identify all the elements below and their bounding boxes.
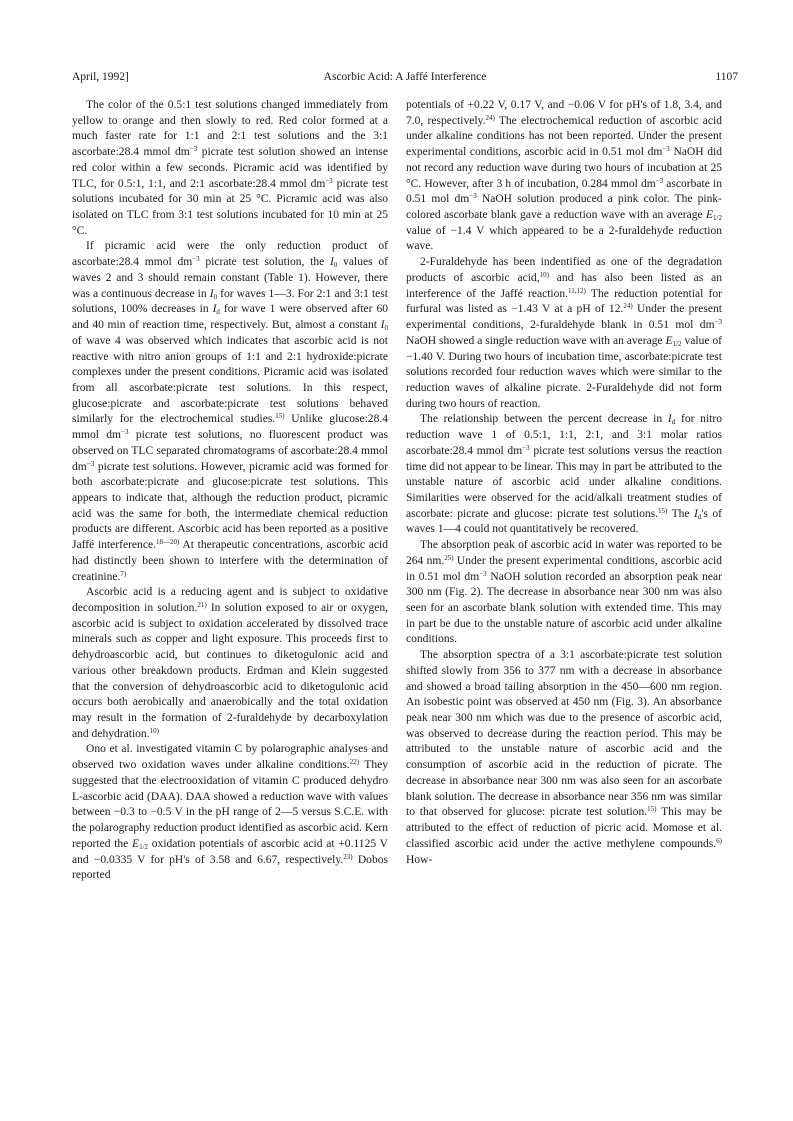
paragraph-absorption-spectra: The absorption spectra of a 3:1 ascorbate:picrate test solution shifted slowly from 356 to 377 nm with a decrease in absorbance and showed a broad tailing absorption in the 450—600 nm region. An isobestic point was observed at 450 nm (Fig. 3). An absorbance peak near 300 nm which was due to the presence of ascorbic acid, was observed to decrease during the reaction period. This may be attributed to the unstable nature of ascorbic acid and the consumption of ascorbic acid in the reduction of picrate. The decrease in absorbance near 300 nm was also seen for an ascorbate blank solution. The decrease in absorbance near 356 nm was similar to that observed for glucose: picrate test solution.$^{15)}$ This may be attributed to the effect of reduction of picric acid. Momose et al. classified ascorbic acid under the active methylene compounds.$^{6)}$ How-	[406, 649, 722, 866]
paragraph-polarographic-analyses: Ono et al. investigated vitamin C by polarographic analyses and observed two oxidation waves under alkaline conditions.$^{22)}$ They suggested that the electrooxidation of vitamin C produced dehydro L-ascorbic acid (DAA). DAA showed a reduction wave with values between −0.3 to −0.5 V in the pH range of 2—5 versus S.C.E. with the polarography reduction product identified as ascorbic acid. Kern reported the $E_{1/2}$ oxidation potentials of ascorbic acid at +0.1125 V and −0.0335 V for pH's of 3.58 and 6.67, respectively.$^{23)}$ Dobos reported	[72, 743, 388, 882]
paragraph-furaldehyde: 2-Furaldehyde has been indentified as one of the degradation products of ascorbic acid,$^{10)}$ and has also been listed as an interference of the Jaffé reaction.$^{11,12)}$ The reduction potential for furfural was listed as −1.43 V at a pH of 12.$^{24)}$ Under the present experimental conditions, 2-furaldehyde blank in 0.51 mol $dm^{-3}$ NaOH showed a single reduction wave with an average $E_{1/2}$ value of −1.40 V. During two hours of incubation time, ascorbate:picrate test solutions recorded four reduction waves which were similar to the reduction waves of alkaline picrate. 2-Furaldehyde did not form during two hours of reaction.	[406, 256, 723, 410]
paragraph-oxidation-potentials: potentials of +0.22 V, 0.17 V, and −0.06 V for pH's of 1.8, 3.4, and 7.0, respectively.$^{24)}$ The electrochemical reduction of ascorbic acid under alkaline conditions has not been reported. Under the present experimental conditions, ascorbic acid in 0.51 mol $dm^{-3}$ NaOH did not record any reduction wave during two hours of incubation at 25 °C. However, after 3 h of incubation, 0.284 mmol $dm^{-3}$ ascorbate in 0.51 mol $dm^{-3}$ NaOH solution produced a pink color. The pink-colored ascorbate blank gave a reduction wave with an average $E_{1/2}$ value of −1.4 V which appeared to be a 2-furaldehyde reduction wave.	[406, 99, 723, 253]
left-column	[72, 98, 388, 884]
paragraph-percent-decrease: The relationship between the percent decrease in $I_d$ for nitro reduction wave 1 of 0.5:1, 1:1, 2:1, and 3:1 molar ratios ascorbate:28.4 mmol $dm^{-3}$ picrate test solutions versus the reaction time did not appear to be linear. This may in part be attributed to the unstable nature of ascorbic acid under alkaline conditions. Similarities were observed for the acid/alkali treatment studies of ascorbate: picrate and glucose: picrate test solutions.$^{15)}$ The $I_d's$ of waves 1—4 could not quantitatively be recovered.	[406, 413, 723, 536]
header-date: April, 1992]	[72, 71, 129, 83]
paragraph-absorption-peak: The absorption peak of ascorbic acid in water was reported to be 264 nm.$^{25)}$ Under the present experimental conditions, ascorbic acid in 0.51 mol $dm^{-3}$ NaOH solution recorded an absorption peak near 300 nm (Fig. 2). The decrease in absorbance near 300 nm was also seen for an ascorbate blank solution with extended time. This may in part be due to the unstable nature of ascorbic acid under alkaline conditions.	[406, 539, 722, 646]
paragraph-oxidative-decomposition: Ascorbic acid is a reducing agent and is subject to oxidative decomposition in solution.$^{21)}$ In solution exposed to air or oxygen, ascorbic acid is subject to oxidation accelerated by dissolved trace minerals such as copper and light exposure. This proceeds first to dehydroascorbic acid, but continues to diketogulonic acid and various other breakdown products. Erdman and Klein suggested that the conversion of dehydroascorbic acid to diketogulonic acid occurs both aerobically and anaerobically and the total oxidation may result in the formation of 2-furaldehyde by decarboxylation and dehydration.$^{10)}$	[72, 586, 388, 740]
running-header	[72, 71, 738, 87]
paragraph-picramic-acid: If picramic acid were the only reduction product of ascorbate:28.4 mmol $dm^{-3}$ picrate test solution, the $I_0$ values of waves 2 and 3 should remain constant (Table 1). However, there was a continuous decrease in $I_0$ for waves 1—3. For 2:1 and 3:1 test solutions, 100% decreases in $I_d$ for wave 1 were observed after 60 and 40 min of reaction time, respectively. But, almost a constant $I_0$ of wave 4 was observed which indicates that ascorbic acid is not reactive with nitro anion groups of 1:1 and 2:1 hydroxide:picrate complexes under the present conditions. Picramic acid was isolated from all ascorbate:picrate test solutions. In this respect, glucose:picrate and ascorbate:picrate test solutions behaved similarly for the electrochemical studies.$^{15)}$ Unlike glucose:28.4 mmol $dm^{-3}$ picrate test solutions, no fluorescent product was observed on TLC separated chromatograms of ascorbate:28.4 mmol $dm^{-3}$ picrate test solutions. However, picramic acid was formed for both ascorbate:picrate and glucose:picrate test solutions. This appears to indicate that, although the reduction product, picramic acid was the same for both, the intermediate chemical reduction products are different. Ascorbic acid has been reported as a positive Jaffé interference.$^{18—20)}$ At therapeutic concentrations, ascorbic acid had distinctly been shown to interfere with the determination of creatinine.$^{7)}$	[72, 240, 388, 583]
header-title: Ascorbic Acid: A Jaffé Interference	[323, 71, 487, 83]
page-number: 1107	[715, 71, 738, 83]
right-column	[406, 98, 722, 868]
paragraph-color-observations: The color of the 0.5:1 test solutions changed immediately from yellow to orange and then slowly to red. Red color formed at a much faster rate for 1:1 and 2:1 test solutions and the 3:1 ascorbate:28.4 mmol $dm^{-3}$ picrate test solution showed an intense red color within a few seconds. Picramic acid was identified by TLC, for 0.5:1, 1:1, and 2:1 ascorbate:28.4 mmol $dm^{-3}$ picrate test solutions incubated for 30 min at 25 °C. Picramic acid was also isolated on TLC from 3:1 test solutions incubated for 10 min at 25 °C.	[72, 99, 388, 237]
